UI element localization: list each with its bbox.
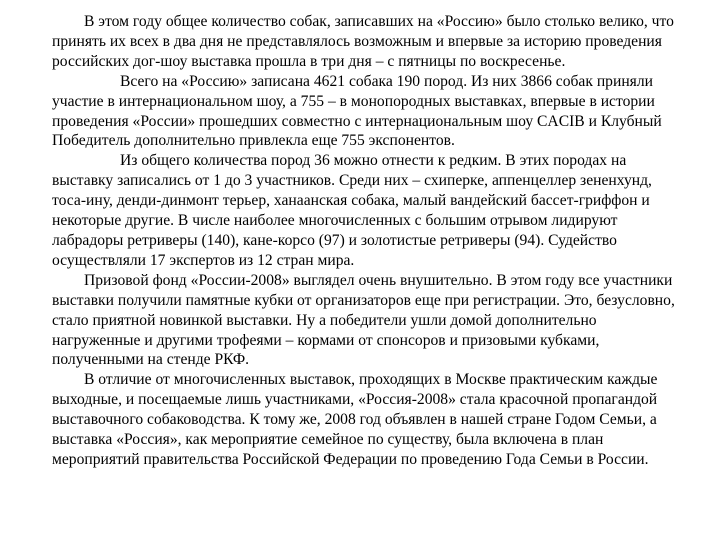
paragraph-4: Призовой фонд «России-2008» выглядел очень внушительно. В этом году все участники выставки получили памятные кубки от организаторов еще при регистрации. Это, безусловно, стало приятной новинкой выставки. Ну а победители ушли домой дополнительно нагруженные и другими трофеями – кормами от спонсоров и призовыми кубками, полученными на стенде РКФ. [52, 271, 675, 369]
paragraph-3: Из общего количества пород 36 можно отнести к редким. В этих породах на выставку записались от 1 до 3 участников. Среди них – схиперке, аппенцеллер зененхунд, тоса-ину, денди-динмонт терьер, ханаанская собака, малый вандейский бассет-гриффон и некоторые другие. В числе наиболее многочисленных с большим отрывом лидируют лабрадоры ретриверы (140), кане-корсо (97) и золотистые ретриверы (94). Судейство осуществляли 17 экспертов из 12 стран мира. [52, 152, 652, 269]
paragraph-5: В отличие от многочисленных выставок, проходящих в Москве практическим каждые выходные, и посещаемые лишь участниками, «Россия-2008» стала красочной пропагандой выставочного собаководства. К тому же, 2008 год объявлен в нашей стране Годом Семьи, а выставка «Россия», как мероприятие семейное по существу, была включена в план мероприятий правительства Российской Федерации по проведению Года Семьи в России. [52, 371, 658, 468]
paragraph-2: Всего на «Россию» записана 4621 собака 190 пород. Из них 3866 собак приняли участие в интернациональном шоу, а 755 – в монопородных выставках, впервые в истории проведения «России» прошедших совместно с интернациональным шоу CACIB и Клубный Победитель дополнительно привлекла еще 755 экспонентов. [52, 72, 662, 150]
paragraph-1: В этом году общее количество собак, записавших на «Россию» было столько велико, что принять их всех в два дня не представлялось возможным и впервые за историю проведения российских дог-шоу выставка прошла в три дня – с пятницы по воскресенье. [52, 13, 674, 70]
